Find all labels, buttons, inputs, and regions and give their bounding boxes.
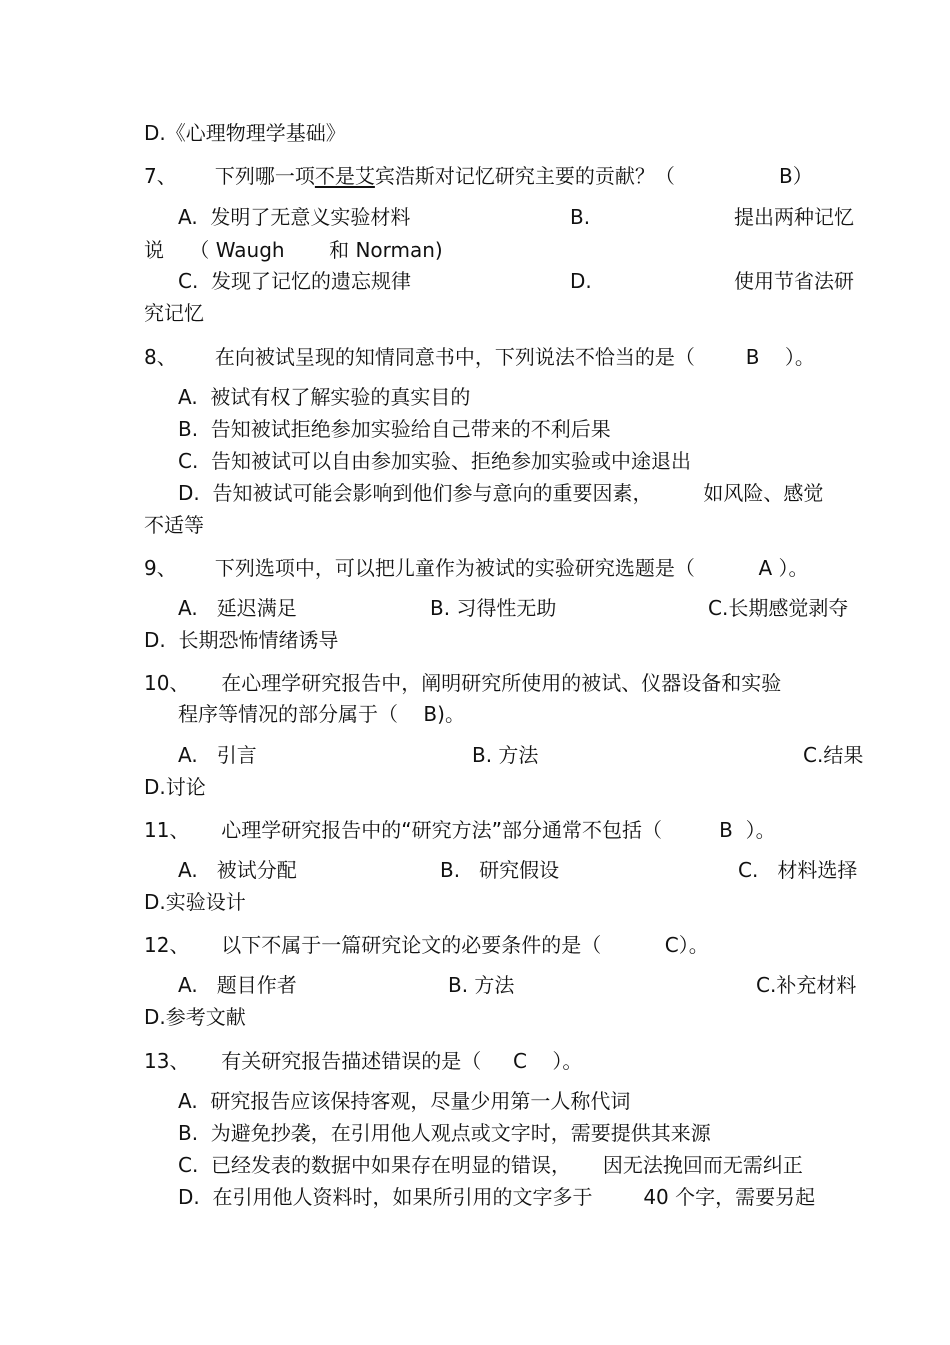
question-8-option-b: B. 告知被试拒绝参加实验给自己带来的不利后果	[178, 417, 611, 441]
question-8-option-a: A. 被试有权了解实验的真实目的	[178, 385, 471, 409]
question-7-option-d-label: D.	[570, 269, 592, 293]
question-7-option-d-text: 使用节省法研	[734, 269, 854, 293]
question-12-option-c: C.补充材料	[756, 973, 857, 997]
question-11-option-a: A. 被试分配	[178, 858, 297, 882]
question-8: 8、 在向被试呈现的知情同意书中，下列说法不恰当的是（ B ）。	[144, 345, 815, 369]
question-12-option-d: D.参考文献	[144, 1005, 246, 1029]
question-13: 13、 有关研究报告描述错误的是（ C ）。	[144, 1049, 583, 1073]
question-10-option-d: D.讨论	[144, 775, 206, 799]
question-12-option-a: A. 题目作者	[178, 973, 297, 997]
question-7-underlined: 不是艾	[314, 164, 375, 188]
question-7	[144, 163, 675, 189]
question-7-option-d-continued: 究记忆	[144, 301, 204, 325]
question-9-option-b: B. 习得性无助	[430, 596, 557, 620]
question-9-option-d: D. 长期恐怖情绪诱导	[144, 628, 339, 652]
question-11: 11、 心理学研究报告中的“研究方法”部分通常不包括（ B ）。	[144, 818, 776, 842]
question-10-continued: 程序等情况的部分属于（ B)。	[178, 702, 465, 726]
question-10: 10、 在心理学研究报告中，阐明研究所使用的被试、仪器设备和实验	[144, 671, 782, 695]
question-8-option-d-continued: 不适等	[144, 513, 204, 537]
question-7-prefix: 7、 下列哪一项	[144, 164, 315, 188]
option-d-text: D.《心理物理学基础》	[144, 121, 346, 145]
question-8-option-d: D. 告知被试可能会影响到他们参与意向的重要因素， 如风险、感觉	[178, 481, 824, 505]
question-11-option-b: B. 研究假设	[440, 858, 560, 882]
question-9-option-a: A. 延迟满足	[178, 596, 297, 620]
question-13-option-d: D. 在引用他人资料时，如果所引用的文字多于 40 个字，需要另起	[178, 1185, 816, 1209]
question-11-option-d: D.实验设计	[144, 890, 246, 914]
question-7-option-c: C. 发现了记忆的遗忘规律	[178, 269, 412, 293]
question-10-option-b: B. 方法	[472, 743, 539, 767]
question-10-option-a: A. 引言	[178, 743, 257, 767]
question-9-option-c: C.长期感觉剥夺	[708, 596, 849, 620]
question-7-option-b-continued: 说 （ Waugh 和 Norman)	[144, 238, 443, 262]
question-12-option-b: B. 方法	[448, 973, 515, 997]
question-13-option-a: A. 研究报告应该保持客观，尽量少用第一人称代词	[178, 1089, 631, 1113]
question-9: 9、 下列选项中，可以把儿童作为被试的实验研究选题是（ A ）。	[144, 556, 809, 580]
question-7-option-a: A. 发明了无意义实验材料	[178, 205, 411, 229]
question-7-option-b-text: 提出两种记忆	[734, 205, 854, 229]
question-13-option-b: B. 为避免抄袭，在引用他人观点或文字时，需要提供其来源	[178, 1121, 711, 1145]
question-7-option-b-label: B.	[570, 205, 591, 229]
question-10-option-c: C.结果	[803, 743, 864, 767]
question-8-option-c: C. 告知被试可以自由参加实验、拒绝参加实验或中途退出	[178, 449, 692, 473]
question-7-suffix: 宾浩斯对记忆研究主要的贡献？（	[374, 164, 675, 188]
question-12: 12、 以下不属于一篇研究论文的必要条件的是（ C）。	[144, 933, 709, 957]
question-7-answer: B）	[779, 164, 813, 188]
question-13-option-c: C. 已经发表的数据中如果存在明显的错误， 因无法挽回而无需纠正	[178, 1153, 803, 1177]
question-11-option-c: C. 材料选择	[738, 858, 858, 882]
